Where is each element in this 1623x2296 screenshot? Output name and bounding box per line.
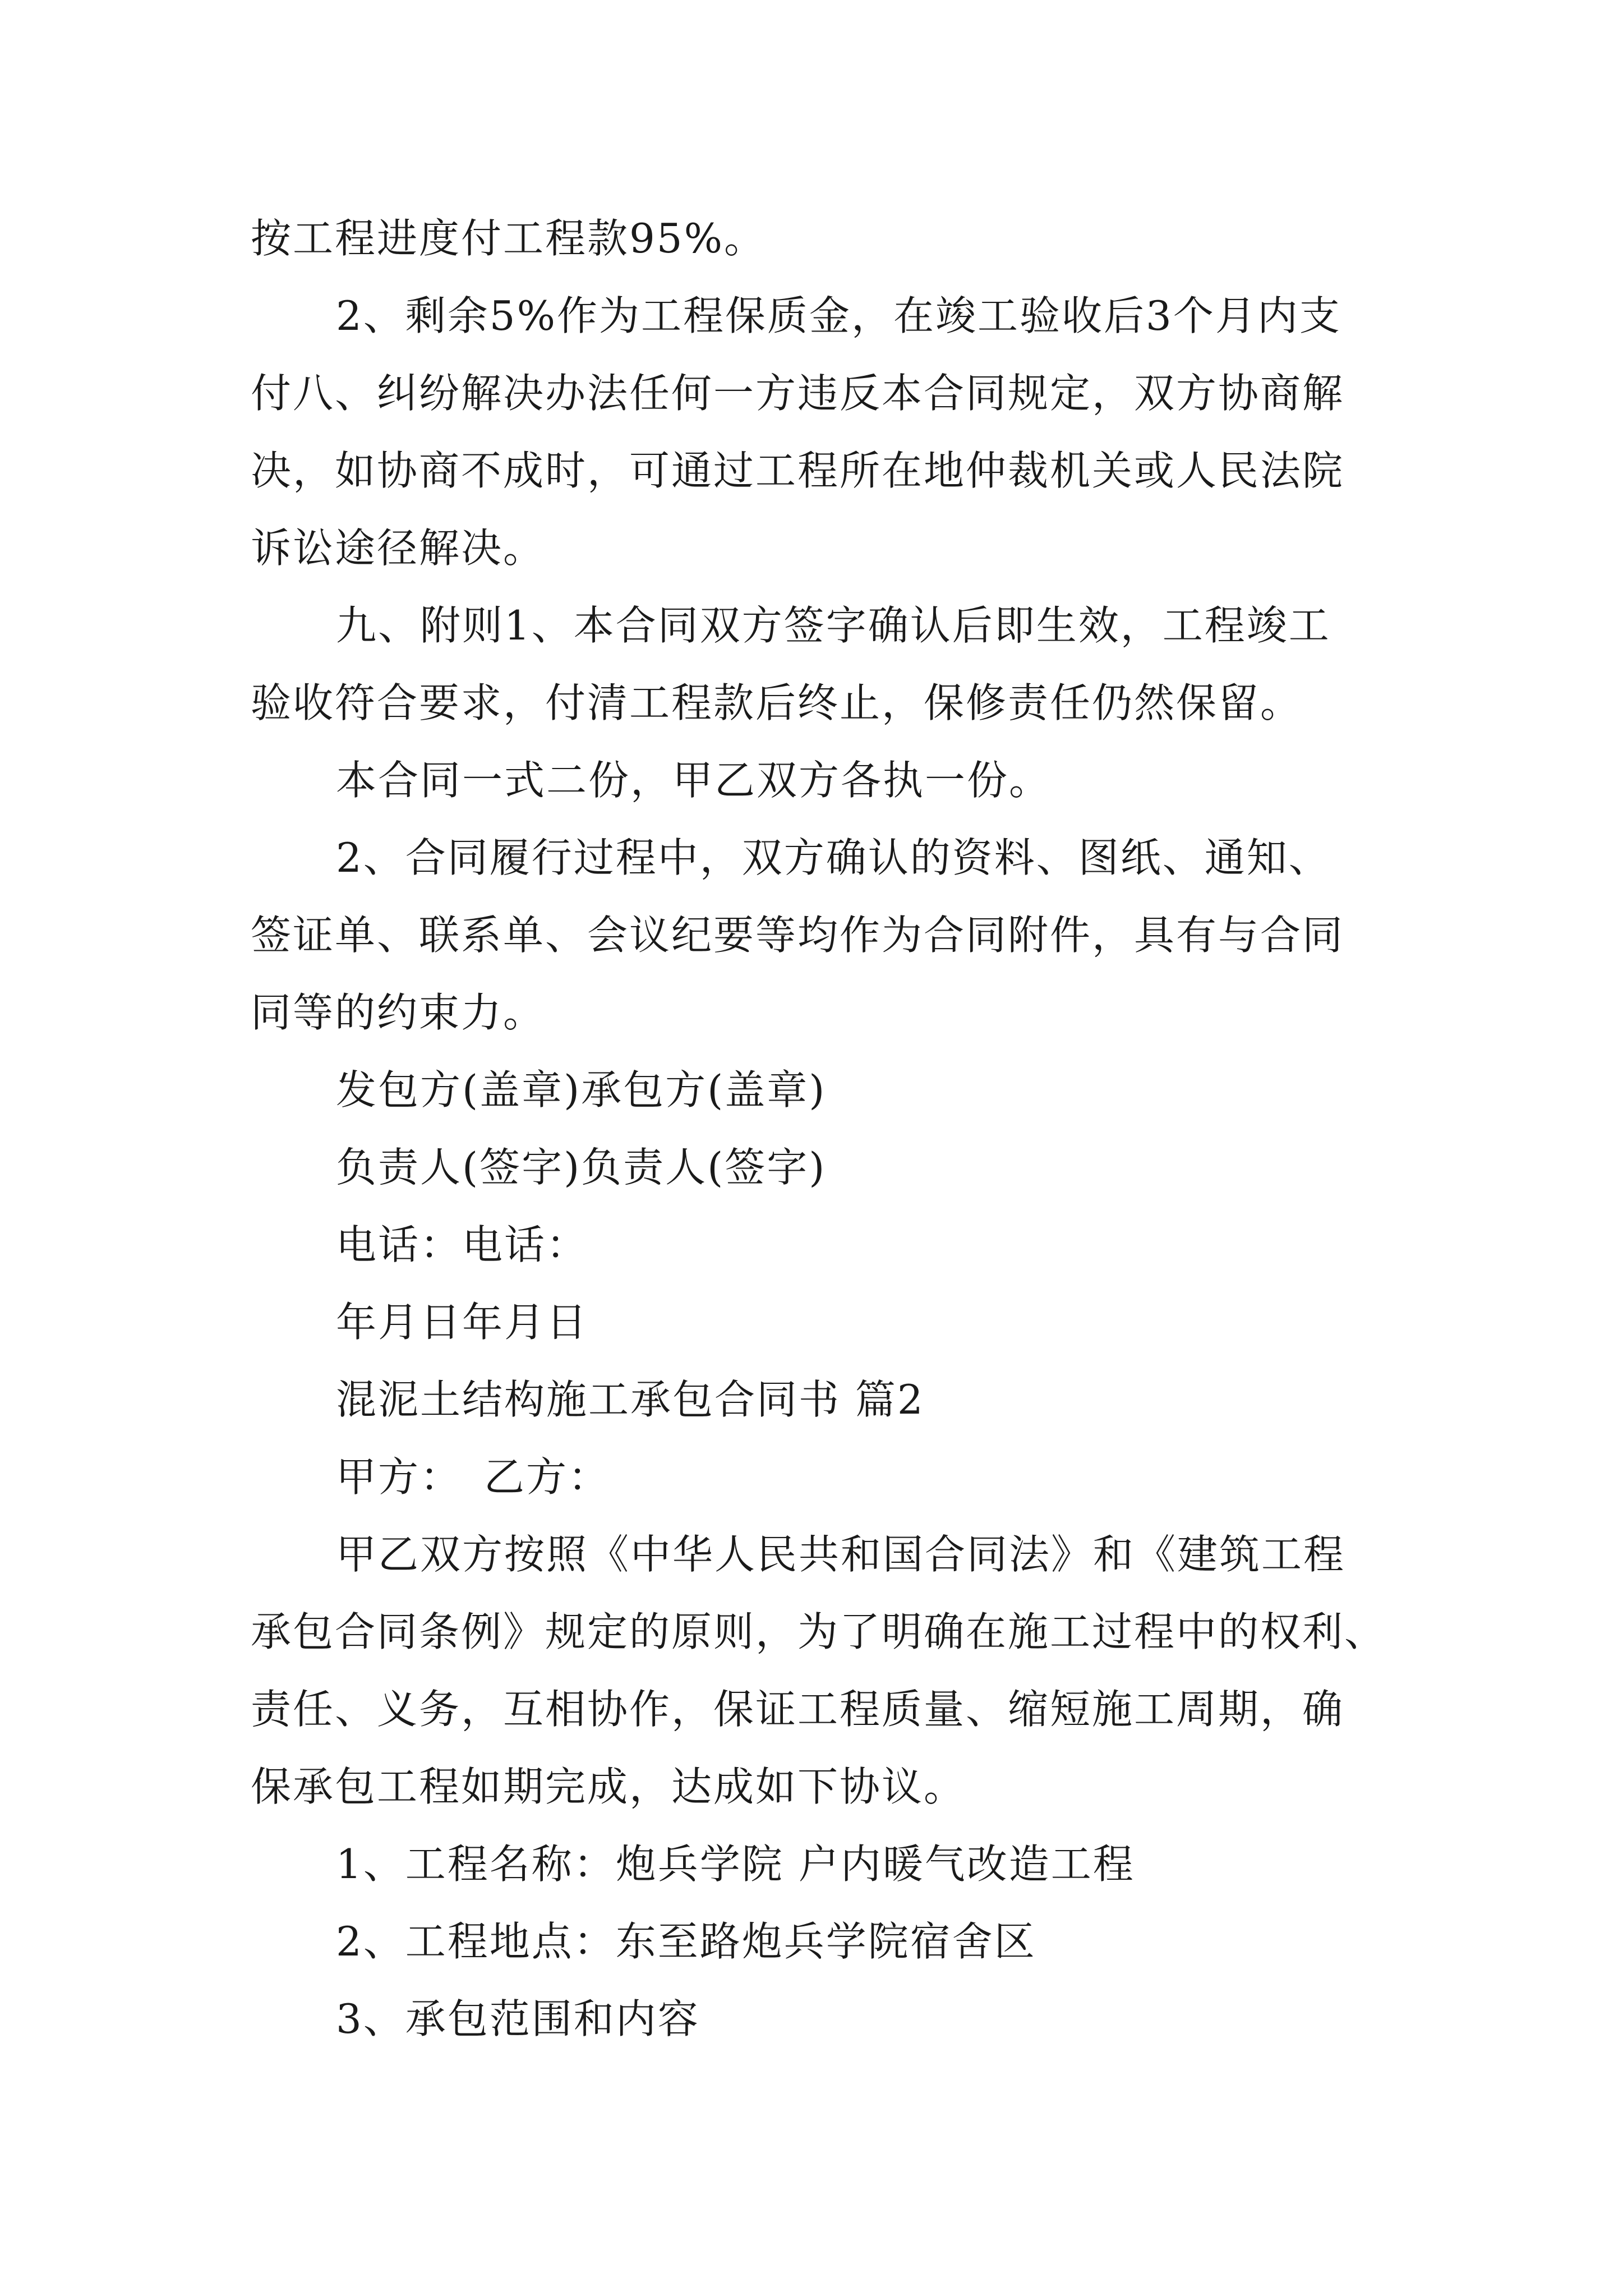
- date-line: 年月日年月日: [336, 1299, 589, 1346]
- project-name-line: 1、工程名称：炮兵学院 户内暖气改造工程: [336, 1841, 1135, 1888]
- paragraph-line: 甲乙双方按照《中华人民共和国合同法》和《建筑工程: [336, 1531, 1346, 1578]
- paragraph-line: 诉讼途径解决。: [251, 524, 546, 572]
- signature-line: 发包方(盖章)承包方(盖章): [336, 1066, 827, 1114]
- project-location-line: 2、工程地点：东至路炮兵学院宿舍区: [336, 1918, 1036, 1965]
- paragraph-line: 验收符合要求，付清工程款后终止，保修责任仍然保留。: [251, 679, 1303, 726]
- phone-line: 电话：电话：: [336, 1221, 589, 1268]
- section-title: 混泥土结构施工承包合同书 篇2: [336, 1376, 925, 1423]
- paragraph-line: 按工程进度付工程款95%。: [251, 215, 767, 262]
- paragraph-line: 2、剩余5%作为工程保质金，在竣工验收后3个月内支: [336, 292, 1341, 339]
- paragraph-line: 责任、义务，互相协作，保证工程质量、缩短施工周期，确: [251, 1686, 1345, 1733]
- paragraph-line: 九、附则1、本合同双方签字确认后即生效，工程竣工: [336, 602, 1331, 649]
- paragraph-line: 付八、纠纷解决办法任何一方违反本合同规定，双方协商解: [251, 370, 1345, 417]
- paragraph-line: 同等的约束力。: [251, 989, 546, 1036]
- paragraph-line: 签证单、联系单、会议纪要等均作为合同附件，具有与合同: [251, 912, 1345, 959]
- document-body: [251, 200, 1392, 2058]
- paragraph-line: 2、合同履行过程中，双方确认的资料、图纸、通知、: [336, 834, 1331, 881]
- paragraph-line: 决，如协商不成时，可通过工程所在地仲裁机关或人民法院: [251, 447, 1345, 494]
- paragraph-line: 保承包工程如期完成，达成如下协议。: [251, 1763, 966, 1810]
- paragraph-line: 本合同一式二份，甲乙双方各执一份。: [336, 757, 1052, 804]
- scope-line: 3、承包范围和内容: [336, 1995, 700, 2042]
- signature-line: 负责人(签字)负责人(签字): [336, 1144, 827, 1191]
- paragraph-line: 承包合同条例》规定的原则，为了明确在施工过程中的权利、: [251, 1608, 1387, 1655]
- parties-line: 甲方： 乙方：: [336, 1453, 611, 1501]
